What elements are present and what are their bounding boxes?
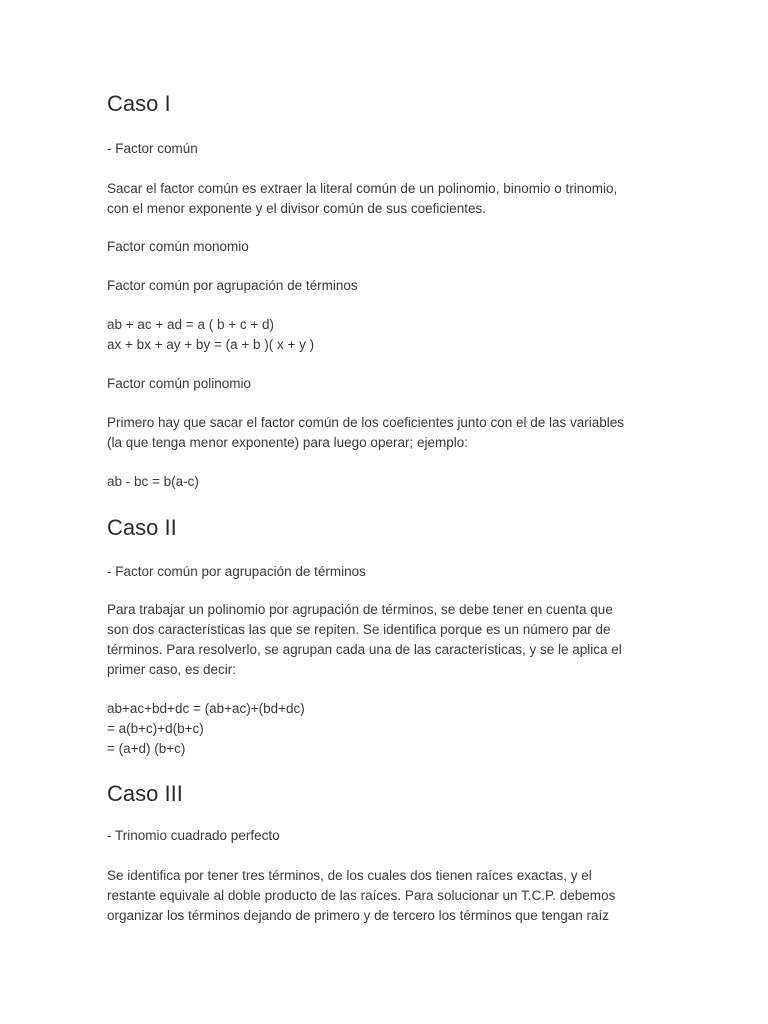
paragraph-factor-comun-polinomio: Factor común polinomio [107,376,252,391]
paragraph-caso-1-intro [107,179,617,219]
paragraph-factor-comun-monomio: Factor común monomio [107,239,249,254]
example-block-caso-2 [107,699,305,759]
text-line: restante equivale al doble producto de las raíces. Para solucionar un T.C.P. debemos [107,888,616,903]
text-line: (la que tenga menor exponente) para luego operar; ejemplo: [107,435,468,450]
text-line: primer caso, es decir: [107,662,237,677]
paragraph-factor-comun-agrupacion: Factor común por agrupación de términos [107,278,358,293]
text-line: con el menor exponente y el divisor común de sus coeficientes. [107,201,486,216]
section-heading-caso-2: Caso II [107,515,177,540]
text-line: Primero hay que sacar el factor común de los coeficientes junto con el de las variables [107,415,625,430]
equation-caso-1-final: ab - bc = b(a-c) [107,474,199,489]
example-block-caso-1 [107,315,314,355]
section-heading-caso-3: Caso III [107,781,183,806]
section-heading-caso-1: Caso I [107,91,171,116]
section-subtitle-caso-2: - Factor común por agrupación de términos [107,564,366,579]
section-subtitle-caso-1: - Factor común [107,141,198,156]
text-line: Se identifica por tener tres términos, de los cuales dos tienen raíces exactas, y el [107,868,592,883]
paragraph-caso-2-body [107,600,622,680]
text-line: Sacar el factor común es extraer la literal común de un polinomio, binomio o trinomio, [107,181,618,196]
equation-line: ab+ac+bd+dc = (ab+ac)+(bd+dc) [107,701,305,716]
equation-line: = (a+d) (b+c) [107,741,186,756]
text-line: organizar los términos dejando de primero y de tercero los términos que tengan raíz [107,908,610,923]
text-line: Para trabajar un polinomio por agrupación de términos, se debe tener en cuenta que [107,602,613,617]
section-subtitle-caso-3: - Trinomio cuadrado perfecto [107,828,280,843]
equation-line: ax + bx + ay + by = (a + b )( x + y ) [107,337,315,352]
text-line: términos. Para resolverlo, se agrupan cada una de las características, y se le aplica el [107,642,622,657]
equation-line: = a(b+c)+d(b+c) [107,721,204,736]
paragraph-caso-3-body [107,866,615,926]
paragraph-caso-1-explanation [107,413,624,453]
text-line: son dos características las que se repiten. Se identifica porque es un número par de [107,622,611,637]
equation-line: ab + ac + ad = a ( b + c + d) [107,317,274,332]
